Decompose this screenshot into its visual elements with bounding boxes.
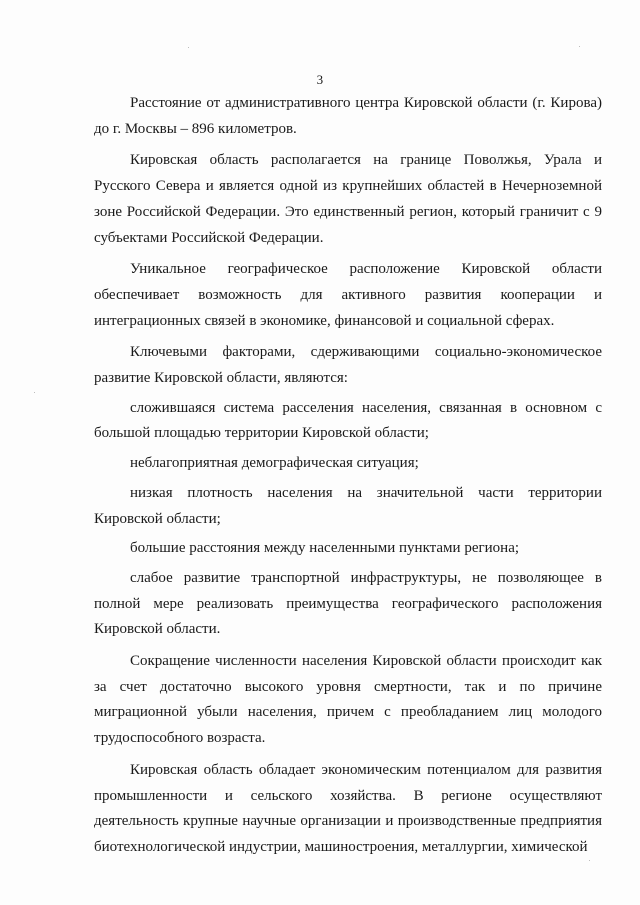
scan-speck <box>579 46 580 47</box>
paragraph-economy: Кировская область обладает экономическим потенциалом для развития промышленности и сельского хозяйства. В регионе осуществляют деятельность крупные научные организации и производственные предприятия биотехнологической индустрии, машиностроения, металлургии, химической <box>94 761 602 855</box>
list-item-distances: большие расстояния между населенными пунктами региона; <box>130 540 520 557</box>
scan-speck <box>34 392 35 393</box>
scan-speck <box>188 47 189 48</box>
list-item-density: низкая плотность населения на значительной части территории Кировской области; <box>94 484 602 527</box>
paragraph-population: Сокращение численности населения Кировской области происходит как за счет достаточно высокого уровня смертности, так и по причине миграционной убыли населения, причем с преобладанием лиц молодого трудоспособного возраста. <box>94 653 602 747</box>
list-item-transport: слабое развитие транспортной инфраструктуры, не позволяющее в полной мере реализовать преимущества географического расположения Кировской области. <box>94 569 602 638</box>
paragraph-geography: Уникальное географическое расположение Кировской области обеспечивает возможность для активного развития кооперации и интеграционных связей в экономике, финансовой и социальной сферах. <box>94 261 602 329</box>
paragraph-location: Кировская область располагается на границе Поволжья, Урала и Русского Севера и является одной из крупнейших областей в Нечерноземной зоне Российской Федерации. Это единственный регион, который граничит с 9 субъектами Российской Федерации. <box>94 152 602 246</box>
page-number: 3 <box>316 72 324 87</box>
list-item-demography: неблагоприятная демографическая ситуация; <box>130 455 419 472</box>
list-item-settlement: сложившаяся система расселения населения, связанная в основном с большой площадью территории Кировской области; <box>94 399 602 442</box>
paragraph-key-factors: Ключевыми факторами, сдерживающими социально-экономическое развитие Кировской области, являются: <box>94 344 602 387</box>
document-body <box>94 91 602 867</box>
paragraph-distance: Расстояние от административного центра Кировской области (г. Кирова) до г. Москвы – 896 километров. <box>94 95 602 137</box>
scan-speck <box>589 860 590 861</box>
